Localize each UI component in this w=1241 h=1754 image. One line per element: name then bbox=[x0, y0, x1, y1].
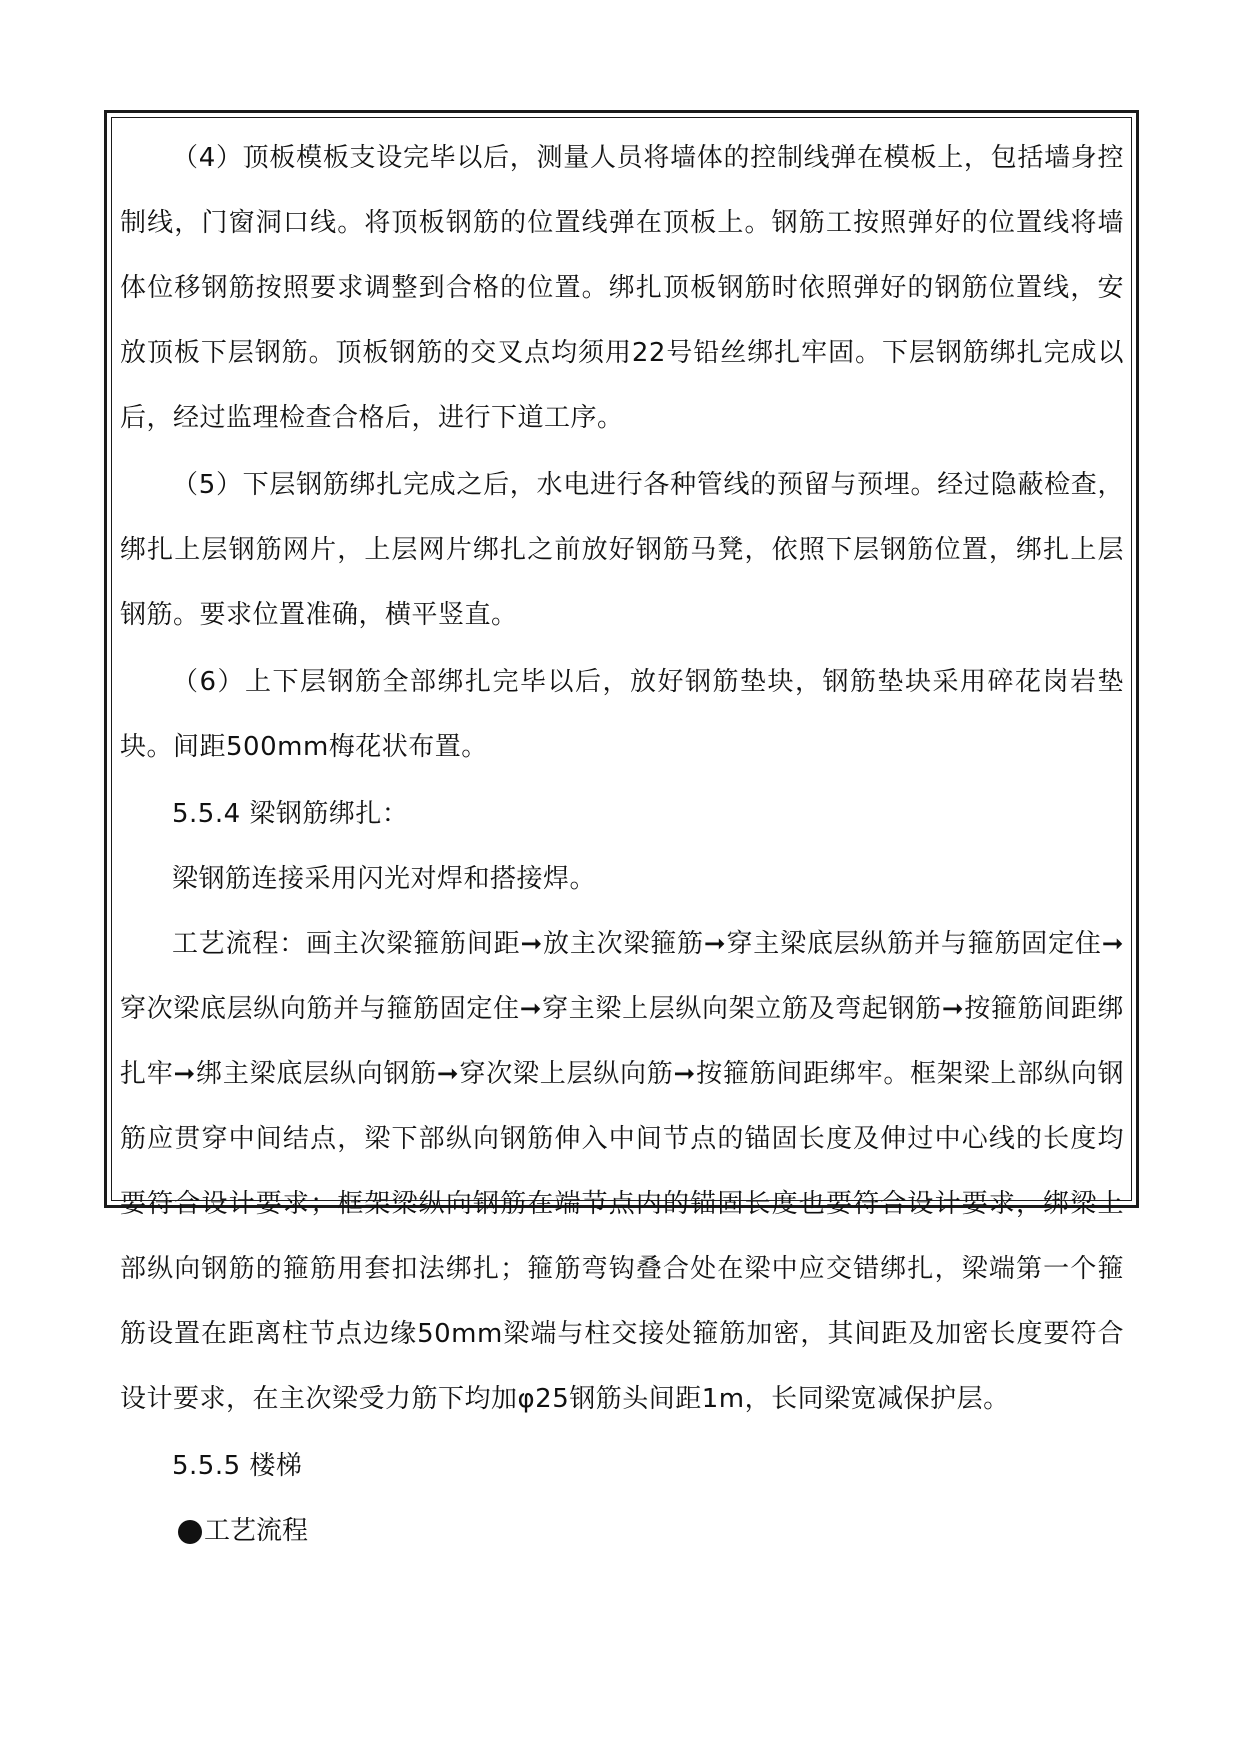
bullet-item-process bbox=[120, 1499, 1124, 1564]
paragraph-4: （4）顶板模板支设完毕以后，测量人员将墙体的控制线弹在模板上，包括墙身控制线，门窗洞口线。将顶板钢筋的位置线弹在顶板上。钢筋工按照弹好的位置线将墙体位移钢筋按照要求调整到合格的位置。绑扎顶板钢筋时依照弹好的钢筋位置线，安放顶板下层钢筋。顶板钢筋的交叉点均须用22号铅丝绑扎牢固。下层钢筋绑扎完成以后，经过监理检查合格后，进行下道工序。 bbox=[120, 143, 1124, 433]
filled-circle-icon bbox=[178, 1520, 202, 1544]
section-heading-5-5-5: 5.5.5 楼梯 bbox=[172, 1451, 303, 1481]
bullet-label: 工艺流程 bbox=[204, 1516, 309, 1546]
paragraph-beam-connection: 梁钢筋连接采用闪光对焊和搭接焊。 bbox=[172, 864, 597, 894]
section-heading-5-5-4: 5.5.4 梁钢筋绑扎： bbox=[172, 799, 409, 829]
document-body bbox=[120, 126, 1124, 1564]
paragraph-process-flow: 工艺流程：画主次梁箍筋间距➞放主次梁箍筋➞穿主梁底层纵筋并与箍筋固定住➞穿次梁底层纵向筋并与箍筋固定住➞穿主梁上层纵向架立筋及弯起钢筋➞按箍筋间距绑扎牢➞绑主梁底层纵向钢筋➞穿次梁上层纵向筋➞按箍筋间距绑牢。框架梁上部纵向钢筋应贯穿中间结点，梁下部纵向钢筋伸入中间节点的锚固长度及伸过中心线的长度均要符合设计要求；框架梁纵向钢筋在端节点内的锚固长度也要符合设计要求，绑梁上部纵向钢筋的箍筋用套扣法绑扎；箍筋弯钩叠合处在梁中应交错绑扎，梁端第一个箍筋设置在距离柱节点边缘50mm梁端与柱交接处箍筋加密，其间距及加密长度要符合设计要求，在主次梁受力筋下均加φ25钢筋头间距1m，长同梁宽减保护层。 bbox=[120, 929, 1124, 1414]
paragraph-6: （6）上下层钢筋全部绑扎完毕以后，放好钢筋垫块，钢筋垫块采用碎花岗岩垫块。间距500mm梅花状布置。 bbox=[120, 667, 1124, 762]
paragraph-5: （5）下层钢筋绑扎完成之后，水电进行各种管线的预留与预埋。经过隐蔽检查，绑扎上层钢筋网片，上层网片绑扎之前放好钢筋马凳，依照下层钢筋位置，绑扎上层钢筋。要求位置准确，横平竖直。 bbox=[120, 470, 1124, 630]
